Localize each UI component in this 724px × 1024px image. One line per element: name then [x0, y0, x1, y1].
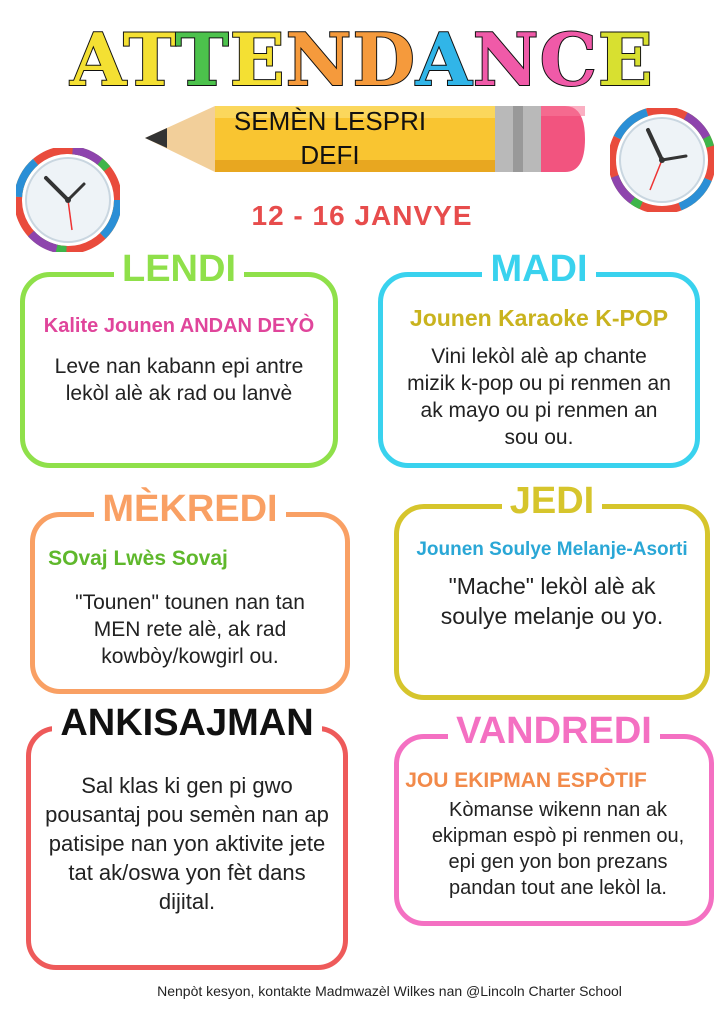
- incentive-box: [26, 702, 348, 970]
- incentive-heading: ANKISAJMAN: [31, 701, 343, 745]
- monday-heading: LENDI: [25, 247, 333, 291]
- contact-footer: Nenpòt kesyon, kontakte Madmwazèl Wilkes nan @Lincoln Charter School: [157, 983, 622, 999]
- monday-description: Leve nan kabann epi antre lekòl alè ak rad ou lanvè: [54, 355, 304, 405]
- thursday-heading: JEDI: [399, 479, 705, 523]
- wednesday-heading: MÈKREDI: [35, 487, 345, 531]
- clock-icon: [610, 108, 714, 212]
- incentive-description: Sal klas ki gen pi gwo pousantaj pou semèn nan ap patisipe nan yon aktivite jete tat ak/oswa yon fèt dans dijital.: [45, 773, 329, 914]
- tuesday-theme: Jounen Karaoke K-POP: [409, 305, 669, 331]
- page-title: [0, 18, 724, 102]
- thursday-box: [394, 480, 710, 700]
- monday-theme: Kalite Jounen ANDAN DEYÒ: [43, 315, 315, 337]
- friday-theme: JOU EKIPMAN ESPÒTIF: [405, 769, 647, 792]
- title-letter: E: [597, 17, 654, 102]
- wednesday-box: [30, 488, 350, 694]
- title-letter: N: [472, 17, 540, 102]
- pencil-line-2: DEFI: [300, 140, 360, 170]
- monday-box: [20, 248, 338, 468]
- tuesday-description: Vini lekòl alè ap chante mizik k-pop ou pi renmen an ak mayo ou pi renmen an sou ou.: [407, 345, 671, 449]
- title-letter: E: [229, 17, 286, 102]
- tuesday-heading: MADI: [383, 247, 695, 291]
- title-letter: T: [123, 17, 176, 102]
- title-letter: T: [175, 17, 230, 102]
- friday-box: [394, 710, 714, 926]
- tuesday-box: [378, 248, 700, 468]
- title-letter: N: [285, 17, 353, 102]
- thursday-theme: Jounen Soulye Melanje-Asorti: [416, 539, 688, 560]
- pencil-label: [220, 104, 440, 172]
- wednesday-theme: SOvaj Lwès Sovaj: [48, 547, 228, 570]
- friday-heading: VANDREDI: [399, 709, 709, 753]
- date-range: 12 - 16 JANVYE: [251, 200, 473, 231]
- friday-description: Kòmanse wikenn nan ak ekipman espò pi renmen ou, epi gen yon bon prezans pandan tout ane lekòl la.: [431, 799, 685, 899]
- thursday-description: "Mache" lekòl alè ak soulye melanje ou yo.: [440, 573, 664, 629]
- title-letter: D: [352, 17, 416, 102]
- pencil-line-1: SEMÈN LESPRI: [233, 106, 427, 136]
- title-letter: A: [415, 17, 473, 102]
- title-letter: A: [70, 17, 124, 102]
- wednesday-description: "Tounen" tounen nan tan MEN rete alè, ak rad kowbòy/kowgirl ou.: [75, 591, 305, 668]
- title-letter: C: [539, 17, 598, 102]
